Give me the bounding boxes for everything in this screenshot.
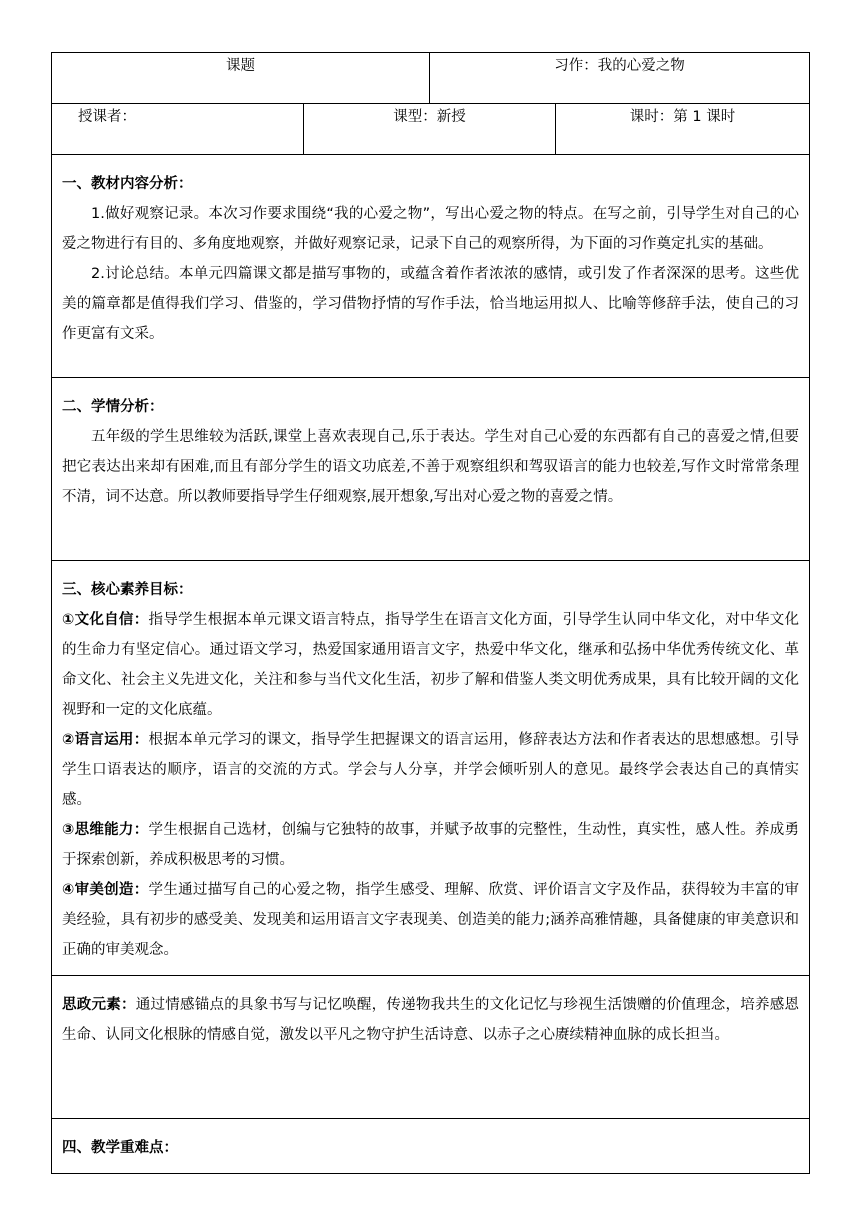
goal-label: ③思维能力： [62, 822, 149, 838]
goal-text: 根据本单元学习的课文，指导学生把握课文的语言运用，修辞表达方法和作者表达的思想感想。引导学生口语表达的顺序，语言的交流的方式。学会与人分享，并学会倾听别人的意见。最终学会表达自己的真情实感。 [62, 732, 800, 808]
keypoints-section-title: 四、教学重难点： [62, 1140, 178, 1156]
ideology-text: 通过情感锚点的具象书写与记忆唤醒，传递物我共生的文化记忆与珍视生活馈赠的价值理念，培养感恩生命、认同文化根脉的情感自觉，激发以平凡之物守护生活诗意、以赤子之心赓续精神血脉的成长担当。 [62, 997, 800, 1043]
goal-text: 学生根据自己选材，创编与它独特的故事，并赋予故事的完整性，生动性，真实性，感人性。养成勇于探索创新，养成积极思考的习惯。 [62, 822, 800, 868]
keypoints-section-row [52, 1119, 810, 1174]
lesson-period: 课时：第 1 课时 [556, 104, 810, 155]
students-section-title: 二、学情分析： [62, 399, 164, 415]
students-section-row [52, 378, 810, 561]
topic-value: 习作：我的心爱之物 [430, 53, 810, 104]
students-paragraph: 五年级的学生思维较为活跃,课堂上喜欢表现自己,乐于表达。学生对自己心爱的东西都有自己的喜爱之情,但要把它表达出来却有困难,而且有部分学生的语文功底差,不善于观察组织和驾驭语言的能力也较差,写作文时常常条理不清，词不达意。所以教师要指导学生仔细观察,展开想象,写出对心爱之物的喜爱之情。 [62, 429, 799, 505]
lesson-type: 课型：新授 [304, 104, 556, 155]
textbook-section-row [52, 155, 810, 378]
goal-item-culture [62, 605, 799, 725]
goal-text: 学生通过描写自己的心爱之物，指学生感受、理解、欣赏、评价语言文字及作品，获得较为丰富的审美经验，具有初步的感受美、发现美和运用语言文字表现美、创造美的能力;涵养高雅情趣，具备健康的审美意识和正确的审美观念。 [62, 882, 800, 958]
goal-item-aesthetic [62, 875, 799, 965]
goal-text: 指导学生根据本单元课文语言特点，指导学生在语言文化方面，引导学生认同中华文化，对中华文化的生命力有坚定信心。通过语文学习，热爱国家通用语言文字，热爱中华文化，继承和弘扬中华优秀传统文化、革命文化、社会主义先进文化，关注和参与当代文化生活，初步了解和借鉴人类文明优秀成果，具有比较开阔的文化视野和一定的文化底蕴。 [62, 612, 800, 718]
goal-label: ②语言运用： [62, 732, 149, 748]
topic-row [52, 53, 810, 104]
textbook-paragraph-2: 2.讨论总结。本单元四篇课文都是描写事物的，或蕴含着作者浓浓的感情，或引发了作者深深的思考。这些优美的篇章都是值得我们学习、借鉴的，学习借物抒情的写作手法，恰当地运用拟人、比喻等修辞手法，使自己的习作更富有文采。 [62, 266, 799, 342]
goals-section-title: 三、核心素养目标： [62, 582, 193, 598]
ideology-section-row [52, 976, 810, 1119]
ideology-paragraph [62, 990, 799, 1050]
goal-label: ①文化自信： [62, 612, 149, 628]
ideology-label: 思政元素： [62, 997, 136, 1013]
topic-label: 课题 [52, 53, 430, 104]
lesson-plan-table [51, 52, 810, 1174]
goal-label: ④审美创造： [62, 882, 149, 898]
teacher-field: 授课者： [52, 104, 304, 155]
goals-section-row [52, 561, 810, 976]
meta-row [52, 104, 810, 155]
textbook-section-title: 一、教材内容分析： [62, 176, 193, 192]
goal-item-language [62, 725, 799, 815]
goal-item-thinking [62, 815, 799, 875]
textbook-paragraph-1: 1.做好观察记录。本次习作要求围绕“我的心爱之物”，写出心爱之物的特点。在写之前，引导学生对自己的心爱之物进行有目的、多角度地观察，并做好观察记录，记录下自己的观察所得，为下面的习作奠定扎实的基础。 [62, 206, 799, 252]
